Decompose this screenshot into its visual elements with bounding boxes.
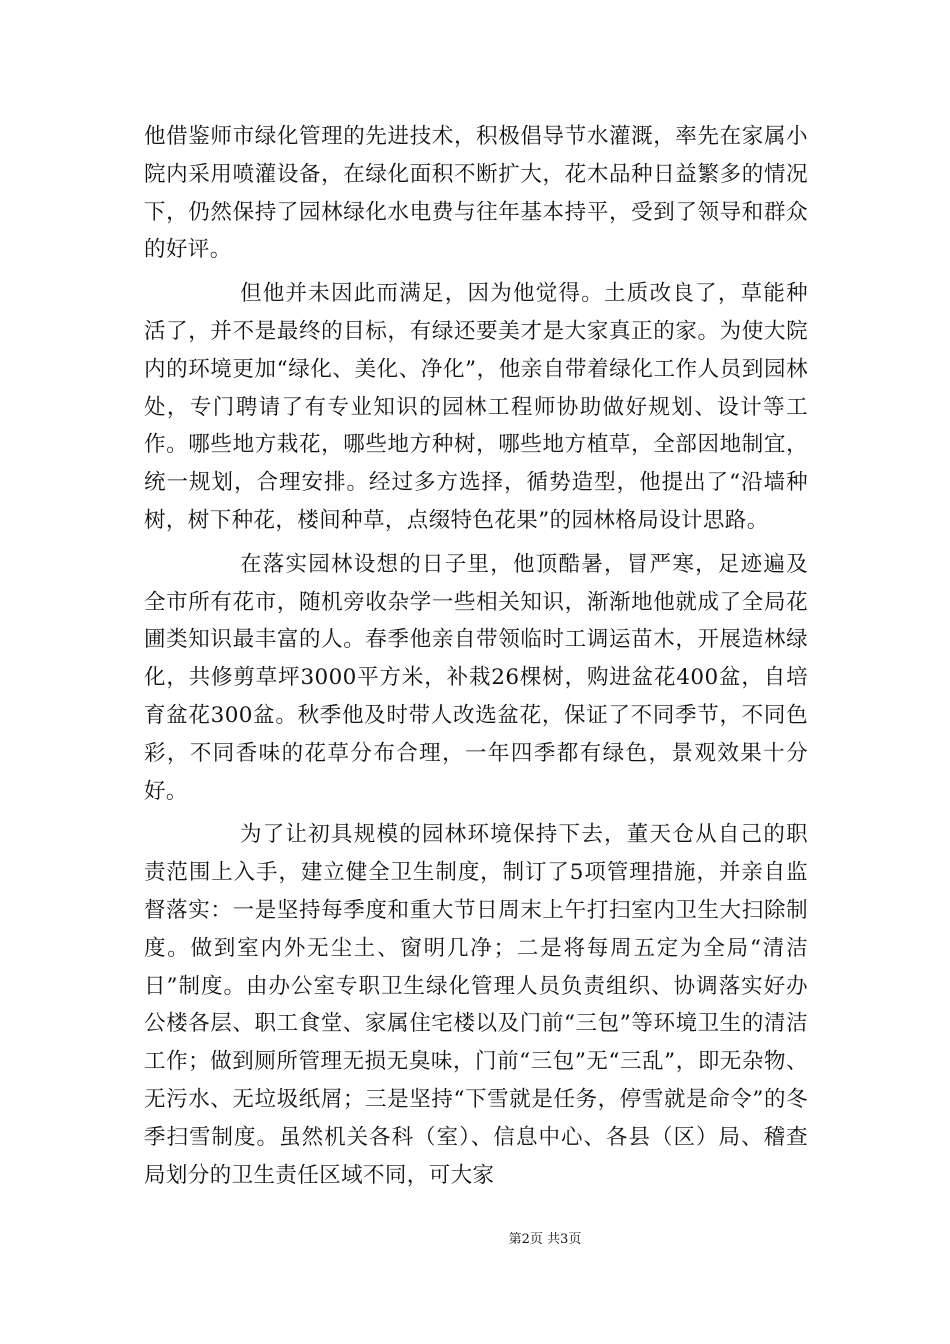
page-number: 第2页 共3页 <box>508 1232 582 1247</box>
paragraph-1: 他借鉴师市绿化管理的先进技术，积极倡导节水灌溉，率先在家属小院内采用喷灌设备，在绿化面积不断扩大，花木品种日益繁多的情况下，仍然保持了园林绿化水电费与往年基本持平，受到了领导和群众的好评。 <box>144 124 808 263</box>
paragraph-4: 为了让初具规模的园林环境保持下去，董天仓从自己的职责范围上入手，建立健全卫生制度，制订了5项管理措施，并亲自监督落实：一是坚持每季度和重大节日周末上午打扫室内卫生大扫除制度。做到室内外无尘土、窗明几净；二是将每周五定为全局“清洁日”制度。由办公室专职卫生绿化管理人员负责组织、协调落实好办公楼各层、职工食堂、家属住宅楼以及门前“三包”等环境卫生的清洁工作；做到厕所管理无损无臭味，门前“三包”无“三乱”，即无杂物、无污水、无垃圾纸屑；三是坚持“下雪就是任务，停雪就是命令”的冬季扫雪制度。虽然机关各科（室）、信息中心、各县（区）局、稽查局划分的卫生责任区域不同，可大家 <box>144 822 808 1188</box>
page-footer <box>0 1232 950 1248</box>
body-text <box>144 118 808 1194</box>
paragraph-2: 但他并未因此而满足，因为他觉得。土质改良了，草能种活了，并不是最终的目标，有绿还要美才是大家真正的家。为使大院内的环境更加“绿化、美化、净化”，他亲自带着绿化工作人员到园林处，专门聘请了有专业知识的园林工程师协助做好规划、设计等工作。哪些地方栽花，哪些地方种树，哪些地方植草，全部因地制宜，统一规划，合理安排。经过多方选择，循势造型，他提出了“沿墙种树，树下种花，楼间种草，点缀特色花果”的园林格局设计思路。 <box>144 281 808 533</box>
paragraph-3: 在落实园林设想的日子里，他顶酷暑，冒严寒，足迹遍及全市所有花市，随机旁收杂学一些相关知识，渐渐地他就成了全局花圃类知识最丰富的人。春季他亲自带领临时工调运苗木，开展造林绿化，共修剪草坪3000平方米，补栽26棵树，购进盆花400盆，自培育盆花300盆。秋季他及时带人改选盆花，保证了不同季节，不同色彩，不同香味的花草分布合理，一年四季都有绿色，景观效果十分好。 <box>144 551 808 804</box>
